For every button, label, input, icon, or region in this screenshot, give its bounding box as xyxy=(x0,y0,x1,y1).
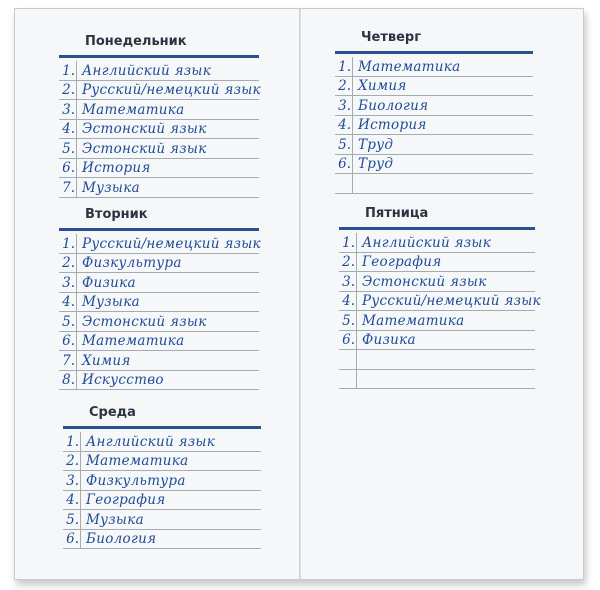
day-tuesday xyxy=(59,206,259,390)
lesson-row xyxy=(59,332,259,352)
day-title-rule xyxy=(63,426,261,429)
lesson-subject: Русский/немецкий язык xyxy=(362,293,541,309)
lesson-subject: Эстонский язык xyxy=(82,121,207,137)
lesson-number: 5. xyxy=(62,313,75,330)
lesson-number: 7. xyxy=(62,352,75,369)
lesson-list xyxy=(59,234,259,390)
lesson-row xyxy=(59,81,259,101)
lesson-number: 5. xyxy=(66,511,79,528)
lesson-subject: Математика xyxy=(358,58,461,75)
lesson-list xyxy=(335,57,533,194)
lesson-number: 2. xyxy=(66,453,79,469)
left-page xyxy=(15,9,298,579)
day-wednesday xyxy=(63,404,261,549)
lesson-row xyxy=(335,174,533,194)
day-title: Четверг xyxy=(361,30,421,45)
lesson-subject: Эстонский язык xyxy=(82,140,207,157)
lesson-number: 2. xyxy=(62,255,75,271)
lesson-number: 1. xyxy=(62,235,75,252)
lesson-number: 6. xyxy=(62,333,75,349)
lesson-row xyxy=(335,96,533,116)
lesson-subject: Музыка xyxy=(82,294,140,310)
lesson-subject: Русский/немецкий язык xyxy=(82,82,261,98)
lesson-row xyxy=(335,57,533,77)
lesson-subject: Математика xyxy=(82,101,185,118)
lesson-row xyxy=(339,370,535,390)
lesson-number: 2. xyxy=(342,254,355,270)
lesson-row xyxy=(59,312,259,332)
lesson-subject: География xyxy=(86,492,166,508)
lesson-row xyxy=(59,234,259,254)
lesson-subject: История xyxy=(82,160,151,176)
lesson-number: 6. xyxy=(342,332,355,348)
lesson-number: 3. xyxy=(62,274,75,291)
lesson-subject: Биология xyxy=(358,97,429,114)
notebook-spine xyxy=(299,9,301,579)
lesson-list xyxy=(59,61,259,198)
lesson-subject: Математика xyxy=(86,453,189,469)
lesson-row xyxy=(59,120,259,140)
lesson-row xyxy=(339,292,541,312)
schedule-notebook xyxy=(14,8,584,580)
day-title-rule xyxy=(339,227,535,230)
lesson-number: 1. xyxy=(342,234,355,251)
lesson-number: 7. xyxy=(62,179,75,196)
lesson-number: 5. xyxy=(342,312,355,329)
lesson-row xyxy=(59,254,259,274)
lesson-row xyxy=(339,350,535,370)
lesson-row xyxy=(339,272,535,292)
lesson-row xyxy=(59,351,259,371)
lesson-number: 4. xyxy=(66,492,79,508)
day-title-rule xyxy=(59,228,259,231)
lesson-number: 3. xyxy=(66,472,79,489)
lesson-number: 6. xyxy=(66,531,79,547)
lesson-row xyxy=(59,293,259,313)
lesson-row xyxy=(339,311,535,331)
lesson-subject: Музыка xyxy=(86,511,144,528)
lesson-subject: Математика xyxy=(82,333,185,349)
lesson-row xyxy=(63,471,261,491)
day-monday xyxy=(59,33,259,198)
lesson-row xyxy=(63,530,261,550)
lesson-row xyxy=(339,331,535,351)
lesson-number: 8. xyxy=(62,372,75,388)
lesson-number: 4. xyxy=(338,117,351,133)
day-title: Пятница xyxy=(365,206,429,221)
lesson-subject: Биология xyxy=(86,531,157,547)
lesson-subject: География xyxy=(362,254,442,270)
day-friday xyxy=(339,205,541,389)
lesson-list xyxy=(63,432,261,549)
day-title: Среда xyxy=(89,405,136,420)
lesson-row xyxy=(335,116,533,136)
day-title-rule xyxy=(335,51,533,54)
lesson-row xyxy=(335,155,533,175)
lesson-number: 3. xyxy=(338,97,351,114)
lesson-number: 1. xyxy=(66,433,79,450)
lesson-subject: Химия xyxy=(82,352,131,369)
lesson-number: 3. xyxy=(62,101,75,118)
lesson-row xyxy=(335,77,533,97)
lesson-number: 4. xyxy=(62,294,75,310)
lesson-row xyxy=(339,233,535,253)
lesson-row xyxy=(63,510,261,530)
lesson-row xyxy=(59,139,259,159)
lesson-row xyxy=(59,159,259,179)
lesson-subject: Физика xyxy=(82,274,136,291)
lesson-number: 1. xyxy=(62,62,75,79)
lesson-subject: Труд xyxy=(358,136,394,153)
lesson-number: 1. xyxy=(338,58,351,75)
lesson-row xyxy=(339,253,535,273)
lesson-row xyxy=(59,61,259,81)
day-thursday xyxy=(335,29,533,194)
lesson-subject: Английский язык xyxy=(362,234,492,251)
lesson-subject: Физкультура xyxy=(86,472,186,489)
lesson-number: 2. xyxy=(62,82,75,98)
lesson-subject: Химия xyxy=(358,78,407,94)
day-title: Вторник xyxy=(85,207,148,222)
lesson-row xyxy=(59,371,259,391)
day-title: Понедельник xyxy=(85,34,187,49)
lesson-number: 6. xyxy=(338,156,351,172)
lesson-number: 5. xyxy=(62,140,75,157)
lesson-subject: Музыка xyxy=(82,179,140,196)
lesson-subject: Английский язык xyxy=(82,62,212,79)
lesson-row xyxy=(59,178,259,198)
lesson-subject: Эстонский язык xyxy=(82,313,207,330)
lesson-subject: Русский/немецкий язык xyxy=(82,235,261,252)
lesson-subject: История xyxy=(358,117,427,133)
lesson-row xyxy=(63,452,261,472)
lesson-number: 5. xyxy=(338,136,351,153)
lesson-row xyxy=(335,135,533,155)
lesson-row xyxy=(63,432,261,452)
lesson-subject: Английский язык xyxy=(86,433,216,450)
right-page xyxy=(302,9,583,579)
lesson-row xyxy=(63,491,261,511)
day-title-rule xyxy=(59,55,259,58)
lesson-subject: Искусство xyxy=(82,372,164,388)
lesson-subject: Эстонский язык xyxy=(362,273,487,290)
lesson-number: 2. xyxy=(338,78,351,94)
lesson-subject: Труд xyxy=(358,156,394,172)
lesson-number: 3. xyxy=(342,273,355,290)
lesson-subject: Математика xyxy=(362,312,465,329)
lesson-subject: Физкультура xyxy=(82,255,182,271)
lesson-subject: Физика xyxy=(362,332,416,348)
lesson-row xyxy=(59,273,259,293)
lesson-number: 4. xyxy=(342,293,355,309)
lesson-list xyxy=(339,233,541,389)
lesson-number: 4. xyxy=(62,121,75,137)
lesson-number: 6. xyxy=(62,160,75,176)
lesson-row xyxy=(59,100,259,120)
